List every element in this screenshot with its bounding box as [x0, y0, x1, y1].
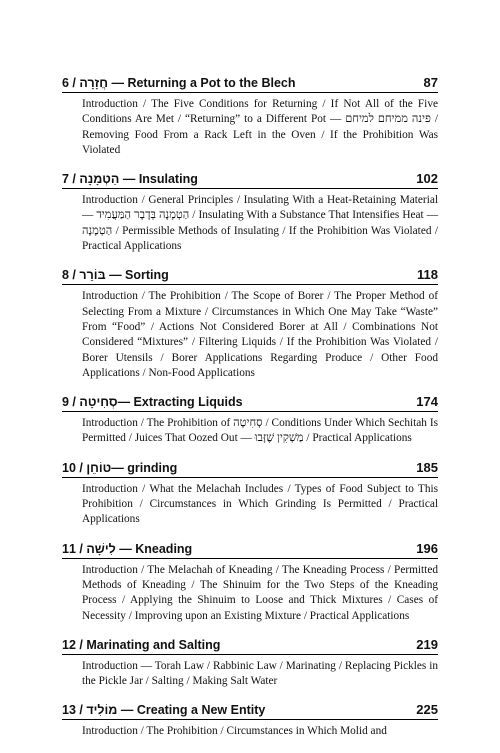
hebrew-term: הַטְמָנָה בְּדָבָר הַמַּעֲמִיד [96, 209, 190, 222]
hebrew-term: הַטְמָנָה [82, 224, 113, 237]
chapter-topics [82, 193, 438, 254]
page-number: 118 [417, 267, 438, 283]
chapter-topics [82, 563, 438, 624]
chapter-number: 13 / [62, 703, 83, 718]
topics-text: / Permissible Methods of Insulating / If the Prohibition Was Violated / Practical Applications [82, 224, 438, 253]
toc-entry-6 [62, 75, 438, 158]
chapter-english-title: — Sorting [109, 268, 169, 283]
toc-entry-12 [62, 637, 438, 690]
topics-text: Introduction / What the Melachah Includes / Types of Food Subject to This Prohibition / Circumstances in Which Grinding Is Permitted / Practical Applications [82, 482, 438, 526]
page-number: 87 [423, 75, 438, 90]
chapter-title [62, 76, 296, 90]
chapter-hebrew-title: מוֹלִיד [86, 703, 118, 718]
chapter-english-title: — Insulating [122, 172, 198, 187]
topics-text: Introduction / The Prohibition / Circumstances in Which Molid and [82, 725, 387, 738]
chapter-number: 12 / Marinating and Salting [62, 637, 221, 652]
topics-text: / Practical Applications [303, 432, 412, 445]
chapter-title [62, 461, 177, 475]
chapter-heading[interactable] [62, 394, 438, 412]
chapter-hebrew-title: סְחִיטָה [79, 395, 118, 410]
topics-text: Introduction / The Prohibition of [82, 417, 234, 430]
chapter-title [62, 542, 192, 556]
chapter-heading[interactable] [62, 541, 438, 559]
chapter-number: 11 / [62, 541, 83, 556]
chapter-topics [82, 482, 438, 528]
chapter-heading[interactable] [62, 267, 438, 285]
hebrew-term: סְחִיטָה [233, 417, 263, 430]
chapter-title [62, 703, 265, 717]
toc-entry-9 [62, 394, 438, 447]
table-of-contents [62, 75, 438, 753]
topics-text: / Removing Food From a Rack Left in the Oven / If the Prohibition Was Violated [82, 113, 438, 156]
chapter-english-title: — Creating a New Entity [120, 703, 266, 718]
chapter-number: 8 / [62, 268, 76, 283]
topics-text: Introduction / The Five Conditions for Returning / If Not All of the Five Conditions Are Met / “Returning” to a Different Pot — [82, 98, 438, 126]
chapter-number: 10 / [62, 460, 83, 475]
toc-entry-11 [62, 541, 438, 624]
chapter-hebrew-title: הַטְמָנָה [79, 172, 120, 187]
chapter-heading[interactable] [62, 75, 438, 93]
page-number: 225 [416, 702, 438, 718]
page-number: 174 [416, 394, 438, 410]
chapter-topics [82, 289, 438, 381]
chapter-heading[interactable] [62, 171, 438, 189]
chapter-english-title: — Kneading [119, 541, 193, 556]
chapter-number: 7 / [62, 172, 76, 187]
chapter-heading[interactable] [62, 637, 438, 655]
page-number: 219 [416, 636, 438, 652]
chapter-title [62, 395, 243, 409]
chapter-topics [82, 416, 438, 447]
topics-text: Introduction / General Principles / Insulating With a Heat-Retaining Material — [82, 194, 438, 222]
chapter-topics [82, 97, 438, 158]
page-number: 102 [416, 171, 438, 187]
chapter-hebrew-title: טוֹחֵן [86, 460, 112, 475]
topics-text: / Conditions Under Which Sechitah Is Permitted / Juices That Oozed Out — [82, 417, 438, 445]
chapter-number: 6 / [62, 76, 76, 90]
topics-text: Introduction / The Prohibition / The Scope of Borer / The Proper Method of Selecting From a Mixture / Circumstances in Which One May Take “Waste” From “Food” / Actions Not Considered Borer at All / Combinations Not Considered “Mixtures” / Filtering Liquids / If the Prohibition Was Violated / Borer Utensils / Borer Applications Regarding Produce / Other Food Applications / Non-Food Applications [82, 290, 438, 379]
chapter-topics [82, 659, 438, 690]
chapter-english-title: — Returning a Pot to the Blech [111, 76, 296, 90]
chapter-heading[interactable] [62, 702, 438, 720]
chapter-title [62, 172, 198, 186]
chapter-heading[interactable] [62, 460, 438, 478]
chapter-english-title: — Extracting Liquids [117, 395, 243, 410]
chapter-english-title: — grinding [111, 460, 178, 475]
toc-entry-8 [62, 267, 438, 381]
chapter-hebrew-title: בּוֹרֵר [79, 268, 106, 283]
chapter-number: 9 / [62, 395, 76, 410]
topics-text: / Insulating With a Substance That Intensifies Heat — [189, 209, 438, 222]
page-number: 185 [416, 459, 438, 475]
toc-entry-13 [62, 702, 438, 739]
hebrew-term: מַשְׁקִין שֶׁזָּבוּ [254, 432, 304, 445]
topics-text: Introduction / The Melachah of Kneading / The Kneading Process / Permitted Methods of Kneading / The Shinuim for the Two Steps of the Kneading Process / Applying the Shinuim to Loose and Thick Mixtures / Cases of Necessity / Improving upon an Existing Mixture / Practical Applications [82, 563, 438, 622]
chapter-title [62, 638, 220, 652]
chapter-hebrew-title: חֲזָרָה [79, 76, 108, 90]
chapter-topics [82, 724, 438, 739]
toc-entry-7 [62, 171, 438, 254]
topics-text: Introduction — Torah Law / Rabbinic Law / Marinating / Replacing Pickles in the Pickle Jar / Salting / Making Salt Water [82, 659, 438, 688]
toc-entry-10 [62, 460, 438, 528]
chapter-hebrew-title: לִישָׁה [86, 541, 116, 556]
chapter-title [62, 268, 169, 282]
hebrew-term: פינה ממיחם למיחם [345, 113, 431, 126]
page-number: 196 [416, 540, 438, 556]
